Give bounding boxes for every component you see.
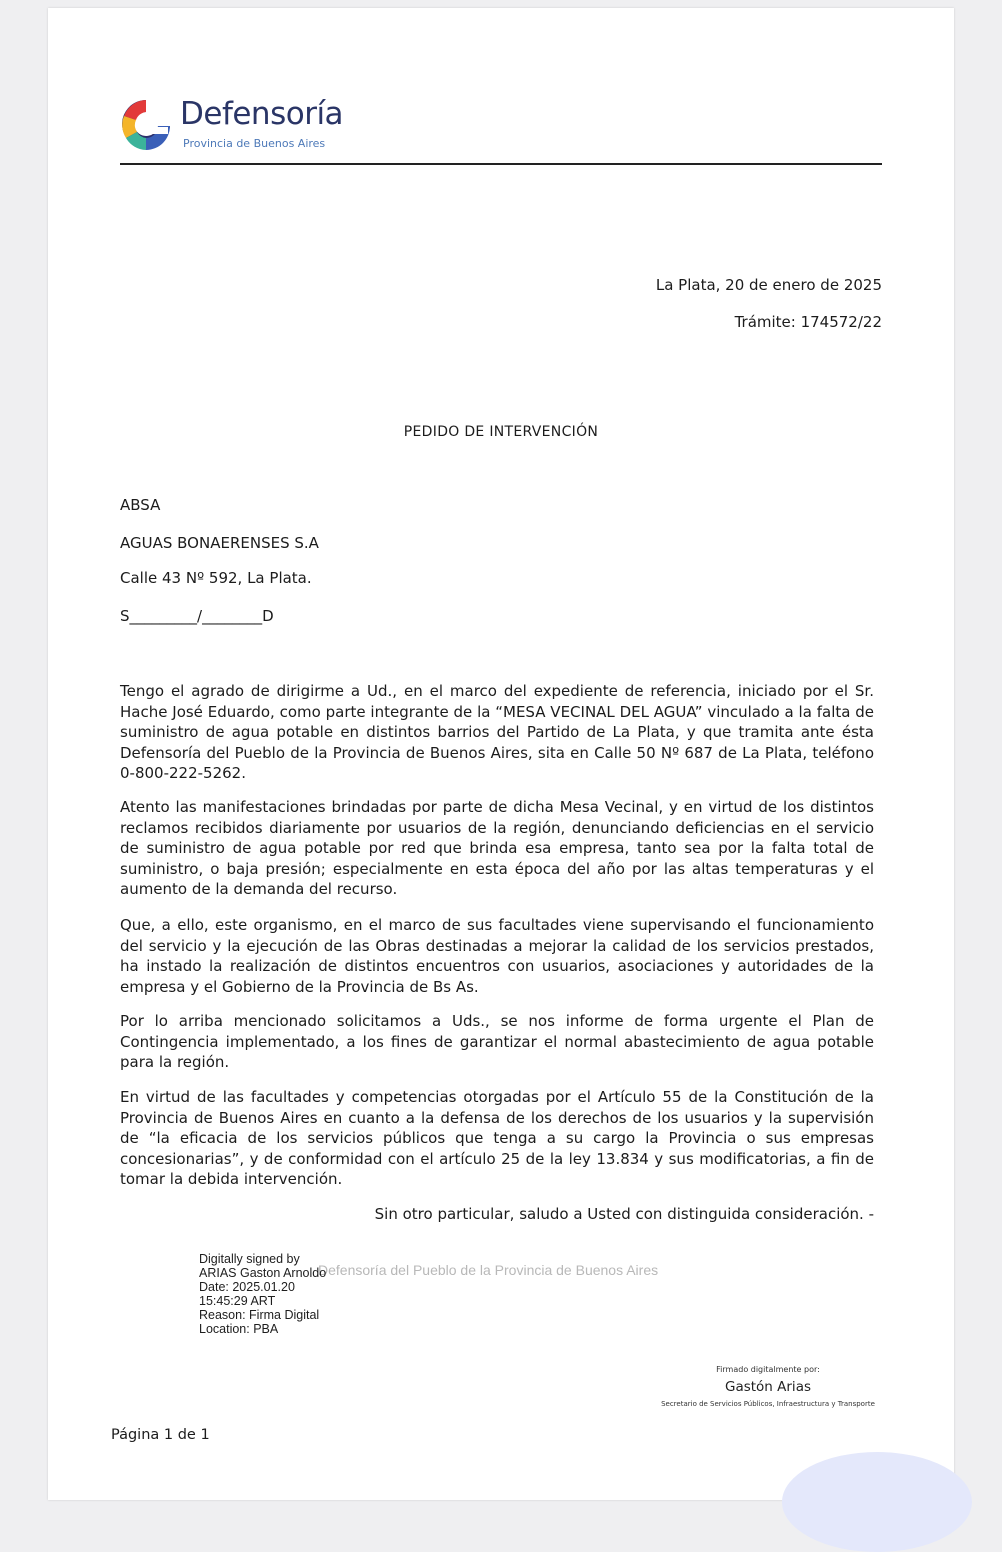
defensoria-logo bbox=[120, 96, 360, 160]
sig-line-5: Reason: Firma Digital bbox=[199, 1308, 320, 1322]
sig-line-1: Digitally signed by bbox=[199, 1252, 300, 1266]
floating-action-button[interactable] bbox=[782, 1452, 972, 1552]
logo-title: Defensoría bbox=[180, 96, 344, 132]
closing-line: Sin otro particular, saludo a Usted con distinguida consideración. - bbox=[374, 1205, 874, 1223]
recipient-line-1: ABSA bbox=[120, 496, 161, 514]
recipient-address: Calle 43 Nº 592, La Plata. bbox=[120, 569, 312, 587]
recipient-line-2: AGUAS BONAERENSES S.A bbox=[120, 534, 319, 552]
paragraph-3: Que, a ello, este organismo, en el marco de sus facultades viene supervisando el funcionamiento del servicio y la ejecución de las Obras destinadas a mejorar la calidad de los servicios prestados, ha instado la realización de distintos encuentros con usuarios, asociaciones y autoridades de la empresa y el Gobierno de la Provincia de Bs As. bbox=[120, 916, 874, 996]
signed-caption: Firmado digitalmente por: bbox=[716, 1365, 820, 1374]
digital-signature-block bbox=[199, 1252, 326, 1336]
sig-line-6: Location: PBA bbox=[199, 1322, 279, 1336]
recipient-salutation: S_________/________D bbox=[120, 607, 274, 625]
sig-line-4: 15:45:29 ART bbox=[199, 1294, 276, 1308]
tramite-number: Trámite: 174572/22 bbox=[734, 313, 882, 331]
page-number: Página 1 de 1 bbox=[111, 1427, 210, 1443]
defensoria-logo-icon bbox=[120, 96, 176, 156]
paragraph-4: Por lo arriba mencionado solicitamos a Uds., se nos informe de forma urgente el Plan de Contingencia implementado, a los fines de garantizar el normal abastecimiento de agua potable para la región. bbox=[120, 1012, 874, 1071]
sig-line-2: ARIAS Gaston Arnoldo bbox=[199, 1266, 327, 1280]
signature-watermark: Defensoría del Pueblo de la Provincia de Buenos Aires bbox=[318, 1262, 659, 1278]
sig-line-3: Date: 2025.01.20 bbox=[199, 1280, 295, 1294]
header-divider bbox=[120, 163, 882, 165]
paragraph-1: Tengo el agrado de dirigirme a Ud., en el marco del expediente de referencia, iniciado por el Sr. Hache José Eduardo, como parte integrante de la “MESA VECINAL DEL AGUA” vinculado a la falta de suministro de agua potable en distintos barrios del Partido de La Plata, y que tramita ante ésta Defensoría del Pueblo de la Provincia de Buenos Aires, sita en Calle 50 Nº 687 de La Plata, teléfono 0-800-222-5262. bbox=[120, 682, 874, 782]
paragraph-5: En virtud de las facultades y competencias otorgadas por el Artículo 55 de la Constitución de la Provincia de Buenos Aires en cuanto a la defensa de los derechos de los usuarios y la supervisión de “la eficacia de los servicios públicos que tenga a su cargo la Provincia o sus empresas concesionarias”, y de conformidad con el artículo 25 de la ley 13.834 y sus modificatorias, a fin de tomar la debida intervención. bbox=[120, 1088, 874, 1188]
document-title: PEDIDO DE INTERVENCIÓN bbox=[403, 424, 599, 440]
place-date: La Plata, 20 de enero de 2025 bbox=[655, 276, 882, 294]
paragraph-2: Atento las manifestaciones brindadas por parte de dicha Mesa Vecinal, y en virtud de los distintos reclamos recibidos diariamente por usuarios de la región, denunciando deficiencias en el servicio de suministro de agua potable por red que brinda esa empresa, tanto sea por la falta total de suministro, o baja presión; especialmente en esta época del año por las altas temperaturas y el aumento de la demanda del recurso. bbox=[120, 798, 874, 898]
signer-role: Secretario de Servicios Públicos, Infraestructura y Transporte bbox=[661, 1400, 875, 1408]
logo-subtitle: Provincia de Buenos Aires bbox=[183, 137, 326, 150]
signer-name: Gastón Arias bbox=[724, 1379, 811, 1395]
document-page bbox=[48, 8, 954, 1500]
